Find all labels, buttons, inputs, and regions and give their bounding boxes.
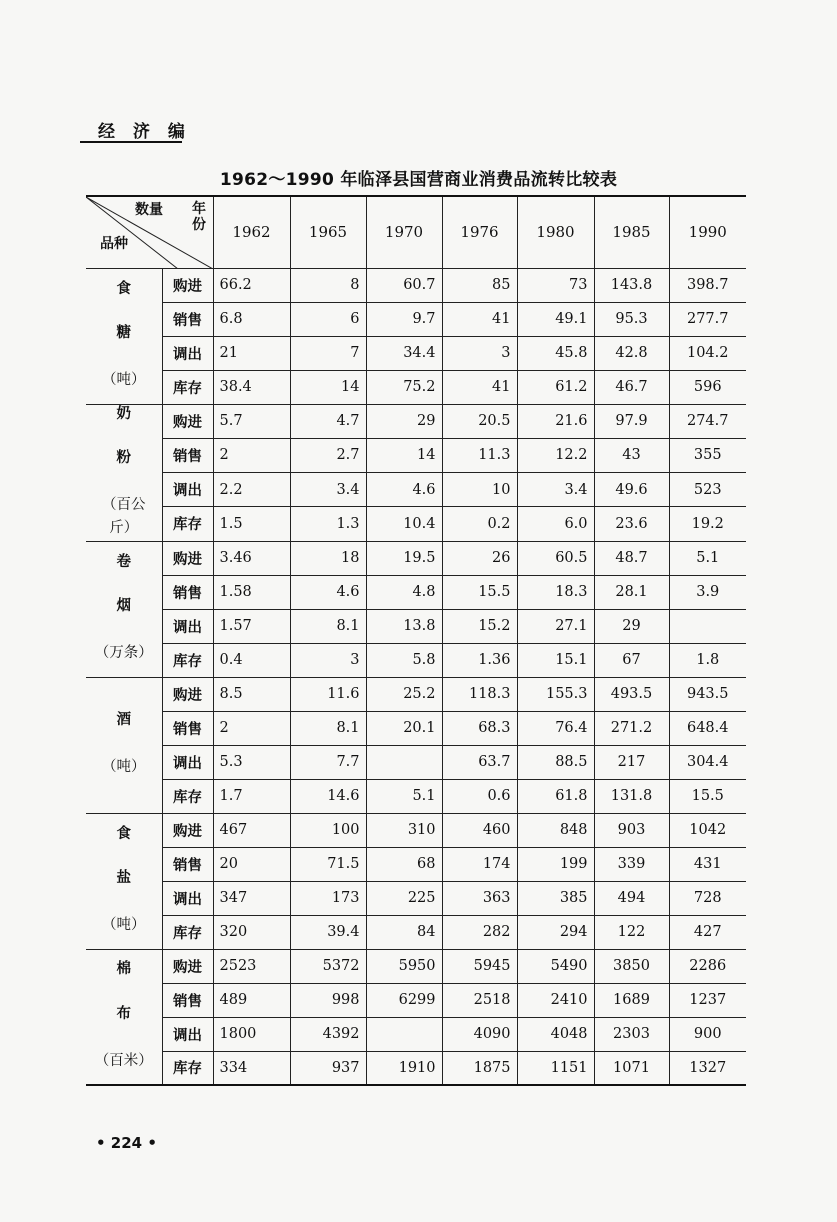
value-cell: 4090 — [442, 1017, 517, 1051]
value-cell: 21 — [213, 336, 290, 370]
product-gap — [92, 843, 156, 869]
value-cell: 11.3 — [442, 438, 517, 472]
year-header: 1990 — [669, 196, 746, 268]
value-cell: 489 — [213, 983, 290, 1017]
value-cell: 104.2 — [669, 336, 746, 370]
value-cell: 45.8 — [517, 336, 594, 370]
value-cell: 1.36 — [442, 643, 517, 677]
value-cell: 42.8 — [594, 336, 669, 370]
value-cell: 282 — [442, 915, 517, 949]
product-name-char: 酒 — [116, 712, 131, 729]
value-cell: 21.6 — [517, 404, 594, 438]
value-cell: 4.7 — [290, 404, 366, 438]
value-cell: 20.1 — [366, 711, 442, 745]
corner-label-year: 年份 — [192, 201, 206, 234]
value-cell: 4.8 — [366, 575, 442, 609]
value-cell: 1.8 — [669, 643, 746, 677]
product-gap — [92, 730, 156, 756]
value-cell: 14.6 — [290, 779, 366, 813]
value-cell: 2303 — [594, 1017, 669, 1051]
value-cell: 8.5 — [213, 677, 290, 711]
value-cell: 68.3 — [442, 711, 517, 745]
action-label: 调出 — [162, 745, 213, 779]
product-name-char: 糖 — [116, 325, 131, 342]
table-row — [86, 1017, 746, 1051]
value-cell: 84 — [366, 915, 442, 949]
value-cell: 2.7 — [290, 438, 366, 472]
value-cell: 320 — [213, 915, 290, 949]
table-row — [86, 609, 746, 643]
value-cell: 943.5 — [669, 677, 746, 711]
value-cell: 460 — [442, 813, 517, 847]
value-cell: 467 — [213, 813, 290, 847]
value-cell: 4.6 — [366, 473, 442, 507]
value-cell: 18 — [290, 541, 366, 575]
product-gap — [92, 571, 156, 597]
value-cell: 118.3 — [442, 677, 517, 711]
year-header: 1962 — [213, 196, 290, 268]
value-cell: 29 — [366, 404, 442, 438]
table-row — [86, 983, 746, 1017]
table-row — [86, 438, 746, 472]
value-cell: 5945 — [442, 949, 517, 983]
value-cell: 1237 — [669, 983, 746, 1017]
table-row — [86, 1051, 746, 1085]
value-cell: 5.1 — [366, 779, 442, 813]
value-cell: 18.3 — [517, 575, 594, 609]
year-header: 1965 — [290, 196, 366, 268]
product-unit: （吨） — [102, 372, 146, 389]
section-header: 经 济 编 — [98, 122, 191, 142]
action-label: 销售 — [162, 711, 213, 745]
value-cell: 2 — [213, 711, 290, 745]
product-gap — [92, 298, 156, 324]
value-cell: 8.1 — [290, 711, 366, 745]
value-cell: 1.58 — [213, 575, 290, 609]
value-cell: 1800 — [213, 1017, 290, 1051]
value-cell: 494 — [594, 881, 669, 915]
corner-top-label: 数量 — [135, 202, 163, 218]
value-cell: 15.5 — [669, 779, 746, 813]
header-row — [86, 196, 746, 268]
value-cell: 95.3 — [594, 302, 669, 336]
value-cell: 385 — [517, 881, 594, 915]
action-label: 库存 — [162, 915, 213, 949]
table-row — [86, 336, 746, 370]
value-cell: 5.8 — [366, 643, 442, 677]
value-cell: 27.1 — [517, 609, 594, 643]
value-cell: 8 — [290, 268, 366, 302]
value-cell: 3.4 — [290, 473, 366, 507]
value-cell: 1689 — [594, 983, 669, 1017]
action-label: 库存 — [162, 507, 213, 541]
year-header: 1980 — [517, 196, 594, 268]
table-row — [86, 745, 746, 779]
value-cell: 11.6 — [290, 677, 366, 711]
value-cell: 174 — [442, 847, 517, 881]
value-cell: 523 — [669, 473, 746, 507]
value-cell: 0.2 — [442, 507, 517, 541]
product-name-char: 粉 — [116, 450, 131, 467]
value-cell: 7 — [290, 336, 366, 370]
table-row — [86, 541, 746, 575]
value-cell: 88.5 — [517, 745, 594, 779]
action-label: 调出 — [162, 609, 213, 643]
value-cell: 347 — [213, 881, 290, 915]
value-cell: 355 — [669, 438, 746, 472]
product-gap — [92, 468, 156, 494]
table-row — [86, 473, 746, 507]
action-label: 销售 — [162, 302, 213, 336]
table-row — [86, 404, 746, 438]
year-header: 1985 — [594, 196, 669, 268]
value-cell: 998 — [290, 983, 366, 1017]
value-cell: 61.8 — [517, 779, 594, 813]
value-cell: 0.4 — [213, 643, 290, 677]
table-row — [86, 779, 746, 813]
product-cell — [86, 404, 162, 541]
value-cell: 66.2 — [213, 268, 290, 302]
value-cell: 1875 — [442, 1051, 517, 1085]
value-cell: 4.6 — [290, 575, 366, 609]
value-cell: 14 — [290, 370, 366, 404]
action-label: 销售 — [162, 438, 213, 472]
value-cell: 49.6 — [594, 473, 669, 507]
product-name-char: 食 — [116, 825, 131, 842]
product-name-char: 奶 — [116, 405, 131, 422]
value-cell: 15.1 — [517, 643, 594, 677]
value-cell: 1151 — [517, 1051, 594, 1085]
table-row — [86, 949, 746, 983]
value-cell — [669, 609, 746, 643]
value-cell: 46.7 — [594, 370, 669, 404]
value-cell: 131.8 — [594, 779, 669, 813]
product-gap — [92, 1024, 156, 1050]
product-name-char: 卷 — [116, 553, 131, 570]
value-cell: 1042 — [669, 813, 746, 847]
table-row — [86, 847, 746, 881]
value-cell: 304.4 — [669, 745, 746, 779]
value-cell: 10.4 — [366, 507, 442, 541]
product-unit: （百公斤） — [102, 497, 146, 537]
table-row — [86, 711, 746, 745]
value-cell: 363 — [442, 881, 517, 915]
value-cell: 3.46 — [213, 541, 290, 575]
value-cell: 1.7 — [213, 779, 290, 813]
value-cell: 339 — [594, 847, 669, 881]
value-cell: 20 — [213, 847, 290, 881]
value-cell: 217 — [594, 745, 669, 779]
product-name-char: 盐 — [116, 870, 131, 887]
value-cell: 60.5 — [517, 541, 594, 575]
value-cell: 5.3 — [213, 745, 290, 779]
product-unit: （万条） — [94, 645, 153, 662]
value-cell: 3.4 — [517, 473, 594, 507]
value-cell: 6.0 — [517, 507, 594, 541]
page-number: • 224 • — [96, 1134, 157, 1152]
table-title: 1962～1990 年临泽县国营商业消费品流转比较表 — [219, 170, 618, 190]
value-cell: 15.2 — [442, 609, 517, 643]
action-label: 购进 — [162, 949, 213, 983]
value-cell: 41 — [442, 302, 517, 336]
value-cell: 398.7 — [669, 268, 746, 302]
value-cell: 493.5 — [594, 677, 669, 711]
value-cell: 49.1 — [517, 302, 594, 336]
value-cell: 39.4 — [290, 915, 366, 949]
corner-label-quantity — [135, 203, 163, 217]
value-cell: 76.4 — [517, 711, 594, 745]
product-name-char: 烟 — [116, 598, 131, 615]
value-cell: 2523 — [213, 949, 290, 983]
table-row — [86, 575, 746, 609]
action-label: 调出 — [162, 473, 213, 507]
value-cell: 903 — [594, 813, 669, 847]
value-cell: 13.8 — [366, 609, 442, 643]
value-cell: 728 — [669, 881, 746, 915]
value-cell: 225 — [366, 881, 442, 915]
table-row — [86, 268, 746, 302]
value-cell: 2 — [213, 438, 290, 472]
action-label: 购进 — [162, 268, 213, 302]
product-gap — [92, 423, 156, 449]
action-label: 调出 — [162, 336, 213, 370]
value-cell — [366, 745, 442, 779]
value-cell: 28.1 — [594, 575, 669, 609]
value-cell: 3850 — [594, 949, 669, 983]
product-unit: （吨） — [102, 758, 146, 775]
product-cell — [86, 813, 162, 949]
value-cell: 5372 — [290, 949, 366, 983]
table-row — [86, 302, 746, 336]
product-cell — [86, 677, 162, 813]
value-cell: 41 — [442, 370, 517, 404]
value-cell: 1910 — [366, 1051, 442, 1085]
value-cell: 48.7 — [594, 541, 669, 575]
product-unit: （吨） — [102, 917, 146, 934]
product-gap — [92, 616, 156, 642]
value-cell: 29 — [594, 609, 669, 643]
value-cell: 5.7 — [213, 404, 290, 438]
action-label: 销售 — [162, 847, 213, 881]
value-cell: 5950 — [366, 949, 442, 983]
corner-label-product: 品种 — [100, 236, 128, 252]
product-name-char: 食 — [116, 280, 131, 297]
action-label: 销售 — [162, 983, 213, 1017]
value-cell: 8.1 — [290, 609, 366, 643]
value-cell: 10 — [442, 473, 517, 507]
product-name-char: 布 — [116, 1006, 131, 1023]
value-cell: 38.4 — [213, 370, 290, 404]
header-underline — [80, 141, 182, 143]
year-header: 1970 — [366, 196, 442, 268]
product-cell — [86, 268, 162, 404]
value-cell: 4392 — [290, 1017, 366, 1051]
value-cell: 143.8 — [594, 268, 669, 302]
value-cell: 3 — [442, 336, 517, 370]
value-cell: 14 — [366, 438, 442, 472]
value-cell: 3 — [290, 643, 366, 677]
value-cell: 5.1 — [669, 541, 746, 575]
table-row — [86, 643, 746, 677]
value-cell: 19.2 — [669, 507, 746, 541]
value-cell: 4048 — [517, 1017, 594, 1051]
comparison-table — [86, 195, 746, 1086]
value-cell: 648.4 — [669, 711, 746, 745]
table-row — [86, 915, 746, 949]
value-cell: 900 — [669, 1017, 746, 1051]
value-cell: 274.7 — [669, 404, 746, 438]
table-row — [86, 881, 746, 915]
value-cell: 34.4 — [366, 336, 442, 370]
value-cell: 271.2 — [594, 711, 669, 745]
action-label: 购进 — [162, 541, 213, 575]
product-cell — [86, 949, 162, 1085]
action-label: 库存 — [162, 370, 213, 404]
table-row — [86, 370, 746, 404]
value-cell: 277.7 — [669, 302, 746, 336]
value-cell: 73 — [517, 268, 594, 302]
value-cell: 12.2 — [517, 438, 594, 472]
value-cell: 97.9 — [594, 404, 669, 438]
product-gap — [92, 888, 156, 914]
value-cell: 334 — [213, 1051, 290, 1085]
value-cell: 9.7 — [366, 302, 442, 336]
value-cell: 848 — [517, 813, 594, 847]
value-cell: 294 — [517, 915, 594, 949]
action-label: 库存 — [162, 643, 213, 677]
value-cell: 122 — [594, 915, 669, 949]
action-label: 销售 — [162, 575, 213, 609]
action-label: 调出 — [162, 1017, 213, 1051]
product-gap — [92, 343, 156, 369]
value-cell: 25.2 — [366, 677, 442, 711]
value-cell: 6299 — [366, 983, 442, 1017]
action-label: 购进 — [162, 404, 213, 438]
value-cell: 6.8 — [213, 302, 290, 336]
product-name-char: 棉 — [116, 961, 131, 978]
value-cell: 61.2 — [517, 370, 594, 404]
value-cell: 68 — [366, 847, 442, 881]
value-cell: 1.5 — [213, 507, 290, 541]
product-cell — [86, 541, 162, 677]
value-cell: 15.5 — [442, 575, 517, 609]
value-cell: 85 — [442, 268, 517, 302]
value-cell: 26 — [442, 541, 517, 575]
value-cell: 7.7 — [290, 745, 366, 779]
value-cell: 2410 — [517, 983, 594, 1017]
value-cell — [366, 1017, 442, 1051]
value-cell: 71.5 — [290, 847, 366, 881]
value-cell: 75.2 — [366, 370, 442, 404]
value-cell: 2286 — [669, 949, 746, 983]
product-unit: （百米） — [94, 1053, 153, 1070]
product-gap — [92, 979, 156, 1005]
year-header: 1976 — [442, 196, 517, 268]
action-label: 购进 — [162, 813, 213, 847]
value-cell: 67 — [594, 643, 669, 677]
value-cell: 2518 — [442, 983, 517, 1017]
value-cell: 3.9 — [669, 575, 746, 609]
value-cell: 155.3 — [517, 677, 594, 711]
table-row — [86, 507, 746, 541]
action-label: 调出 — [162, 881, 213, 915]
value-cell: 6 — [290, 302, 366, 336]
value-cell: 20.5 — [442, 404, 517, 438]
action-label: 库存 — [162, 779, 213, 813]
value-cell: 173 — [290, 881, 366, 915]
corner-cell — [86, 196, 213, 268]
value-cell: 0.6 — [442, 779, 517, 813]
value-cell: 1327 — [669, 1051, 746, 1085]
value-cell: 100 — [290, 813, 366, 847]
value-cell: 63.7 — [442, 745, 517, 779]
value-cell: 5490 — [517, 949, 594, 983]
value-cell: 310 — [366, 813, 442, 847]
value-cell: 596 — [669, 370, 746, 404]
value-cell: 1071 — [594, 1051, 669, 1085]
table-row — [86, 813, 746, 847]
value-cell: 23.6 — [594, 507, 669, 541]
value-cell: 43 — [594, 438, 669, 472]
value-cell: 199 — [517, 847, 594, 881]
value-cell: 1.57 — [213, 609, 290, 643]
table-row — [86, 677, 746, 711]
value-cell: 60.7 — [366, 268, 442, 302]
action-label: 库存 — [162, 1051, 213, 1085]
action-label: 购进 — [162, 677, 213, 711]
value-cell: 431 — [669, 847, 746, 881]
value-cell: 1.3 — [290, 507, 366, 541]
value-cell: 427 — [669, 915, 746, 949]
value-cell: 937 — [290, 1051, 366, 1085]
value-cell: 2.2 — [213, 473, 290, 507]
value-cell: 19.5 — [366, 541, 442, 575]
